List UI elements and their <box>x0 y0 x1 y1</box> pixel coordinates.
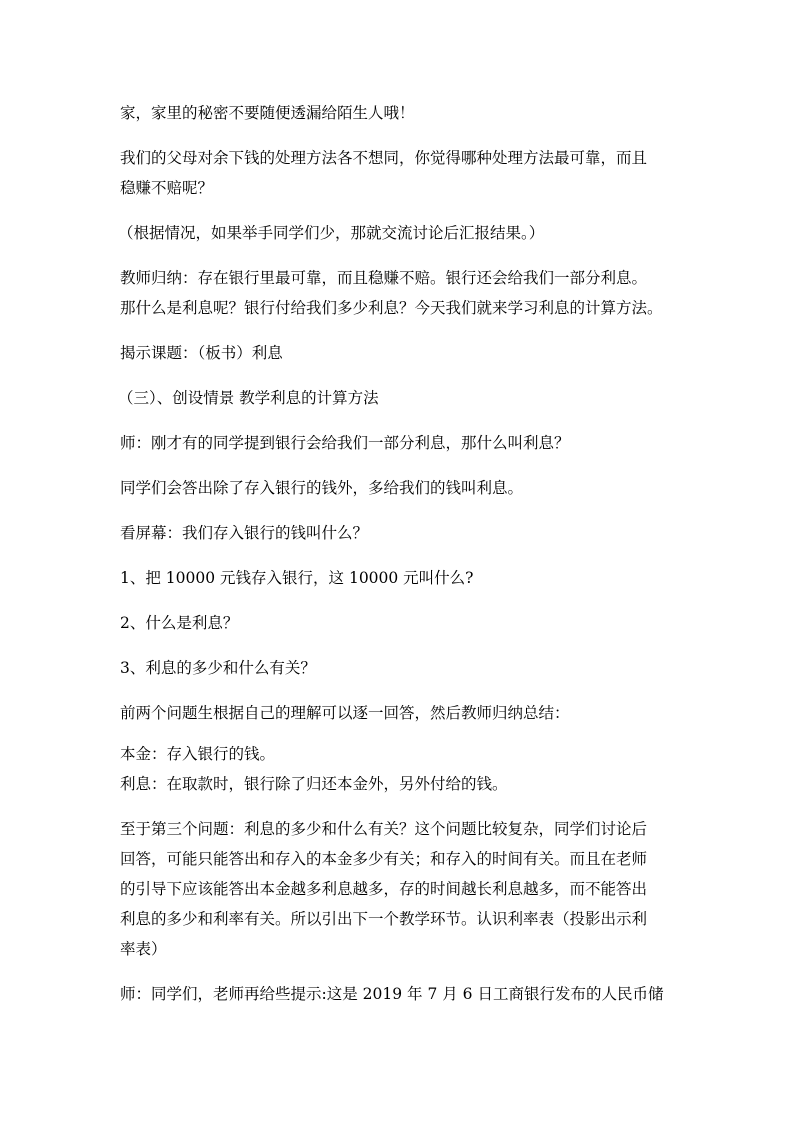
paragraph-line: 前两个问题生根据自己的理解可以逐一回答，然后教师归纳总结： <box>120 704 570 722</box>
paragraph-line: 揭示课题：（板书）利息 <box>120 344 283 362</box>
paragraph-line: 师：同学们，老师再给些提示:这是 2019 年 7 月 6 日工商银行发布的人民币储 <box>120 985 664 1003</box>
paragraph-line: 率表） <box>120 940 167 958</box>
definition-item: 本金：存入银行的钱。 <box>120 745 276 763</box>
definition-item: 利息：在取款时，银行除了归还本金外，另外付给的钱。 <box>120 775 508 793</box>
paragraph-line: 那什么是利息呢？银行付给我们多少利息？今天我们就来学习利息的计算方法。 <box>120 299 663 317</box>
paragraph-line: 看屏幕：我们存入银行的钱叫什么？ <box>120 524 369 542</box>
paragraph-line: 回答，可能只能答出和存入的本金多少有关；和存入的时间有关。而且在老师 <box>120 850 648 868</box>
section-heading: （三）、创设情景 教学利息的计算方法 <box>118 389 379 407</box>
paragraph-line: 我们的父母对余下钱的处理方法各不想同，你觉得哪种处理方法最可靠，而且 <box>120 149 648 167</box>
question-item: 3、利息的多少和什么有关？ <box>120 659 316 677</box>
paragraph-line: 稳赚不赔呢？ <box>120 179 214 197</box>
paragraph-line: 利息的多少和利率有关。所以引出下一个教学环节。认识利率表（投影出示利 <box>120 910 648 928</box>
question-item: 1、把 10000 元钱存入银行，这 10000 元叫什么? <box>120 569 474 587</box>
paragraph-line: 的引导下应该能答出本金越多利息越多，存的时间越长利息越多，而不能答出 <box>120 880 648 898</box>
paragraph-line: 家，家里的秘密不要随便透漏给陌生人哦！ <box>120 104 415 122</box>
paragraph-line: 师：刚才有的同学提到银行会给我们一部分利息，那什么叫利息？ <box>120 434 570 452</box>
paragraph-line: （根据情况，如果举手同学们少，那就交流讨论后汇报结果。） <box>118 224 545 242</box>
paragraph-line: 至于第三个问题：利息的多少和什么有关？这个问题比较复杂，同学们讨论后 <box>120 820 648 838</box>
paragraph-line: 教师归纳：存在银行里最可靠，而且稳赚不赔。银行还会给我们一部分利息。 <box>120 269 648 287</box>
question-item: 2、什么是利息？ <box>120 614 239 632</box>
paragraph-line: 同学们会答出除了存入银行的钱外，多给我们的钱叫利息。 <box>120 479 524 497</box>
